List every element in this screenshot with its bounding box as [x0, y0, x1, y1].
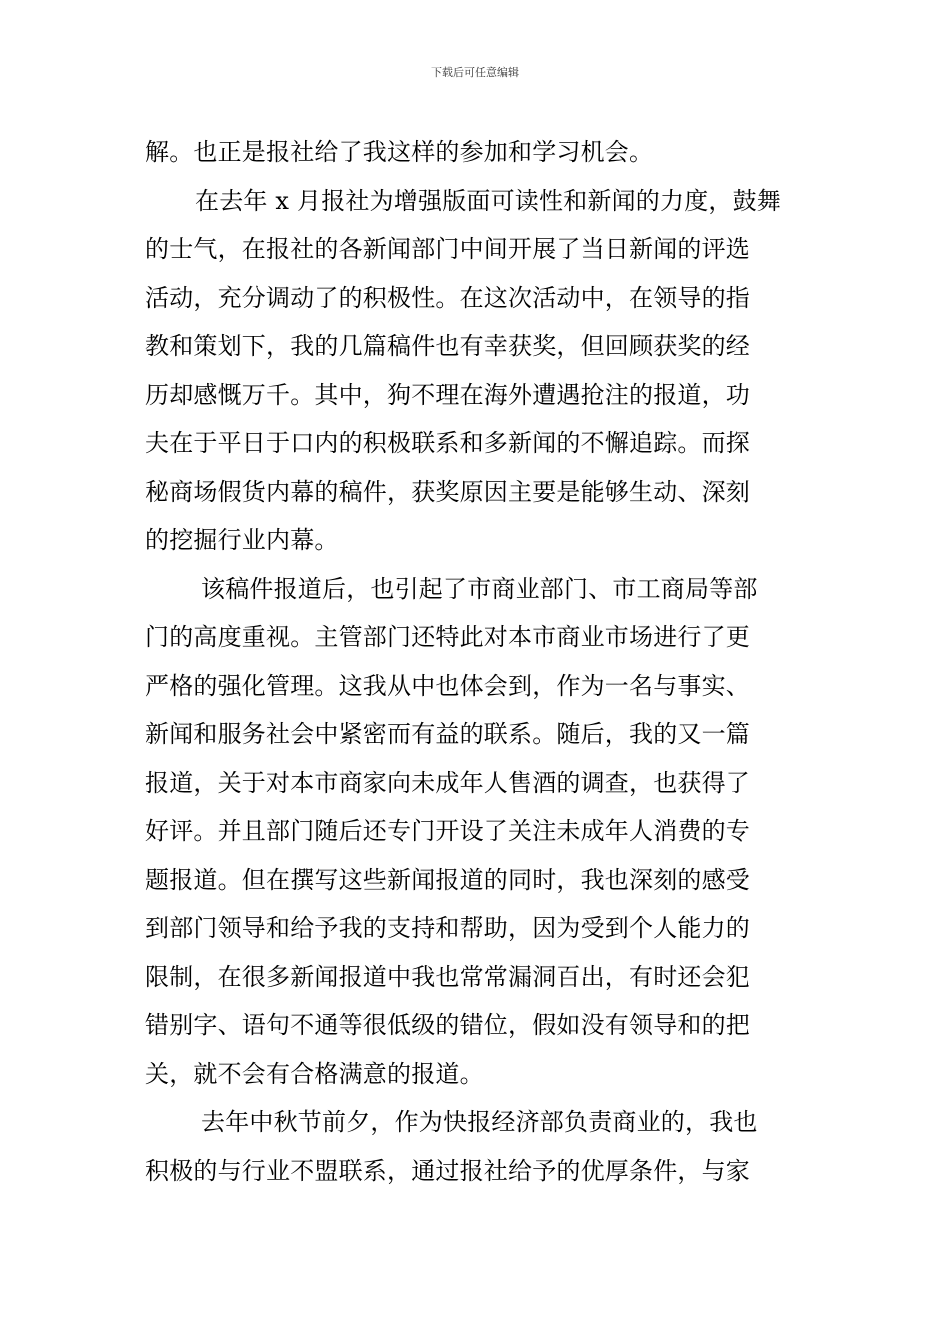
text-line: 历却感慨万千。其中，狗不理在海外遭遇抢注的报道，功: [145, 380, 750, 409]
text-line: 该稿件报道后，也引起了市商业部门、市工商局等部: [201, 574, 758, 603]
text-line: 夫在于平日于口内的积极联系和多新闻的不懈追踪。而探: [145, 429, 750, 457]
text-line: 的挖掘行业内幕。: [145, 526, 339, 554]
text-line: 在去年 x 月报社为增强版面可读性和新闻的力度，鼓舞: [195, 186, 781, 215]
text-line: 去年中秋节前夕，作为快报经济部负责商业的，我也: [201, 1108, 758, 1136]
text-line: 好评。并且部门随后还专门开设了关注未成年人消费的专: [145, 817, 750, 845]
text-line: 限制，在很多新闻报道中我也常常漏洞百出，有时还会犯: [145, 962, 750, 991]
text-line: 的士气，在报社的各新闻部门中间开展了当日新闻的评选: [145, 235, 750, 263]
text-line: 严格的强化管理。这我从中也体会到，作为一名与事实、: [145, 671, 750, 700]
text-line: 错别字、语句不通等很低级的错位，假如没有领导和的把: [145, 1011, 750, 1039]
text-line: 解。也正是报社给了我这样的参加和学习机会。: [145, 138, 654, 166]
text-line: 积极的与行业不盟联系，通过报社给予的优厚条件，与家: [145, 1156, 750, 1185]
text-line: 题报道。但在撰写这些新闻报道的同时，我也深刻的感受: [145, 865, 750, 894]
text-line: 活动，充分调动了的积极性。在这次活动中，在领导的指: [145, 283, 750, 312]
page-header: 下载后可任意编辑: [431, 66, 519, 79]
text-line: 教和策划下，我的几篇稿件也有幸获奖，但回顾获奖的经: [145, 332, 750, 360]
text-line: 新闻和服务社会中紧密而有益的联系。随后，我的又一篇: [145, 720, 750, 748]
text-line: 到部门领导和给予我的支持和帮助，因为受到个人能力的: [145, 914, 750, 942]
text-line: 关，就不会有合格满意的报道。: [145, 1059, 484, 1088]
text-line: 报道，关于对本市商家向未成年人售酒的调查，也获得了: [145, 768, 750, 797]
text-line: 门的高度重视。主管部门还特此对本市商业市场进行了更: [145, 623, 750, 651]
text-line: 秘商场假货内幕的稿件，获奖原因主要是能够生动、深刻: [145, 477, 750, 506]
document-body: [145, 128, 815, 1195]
